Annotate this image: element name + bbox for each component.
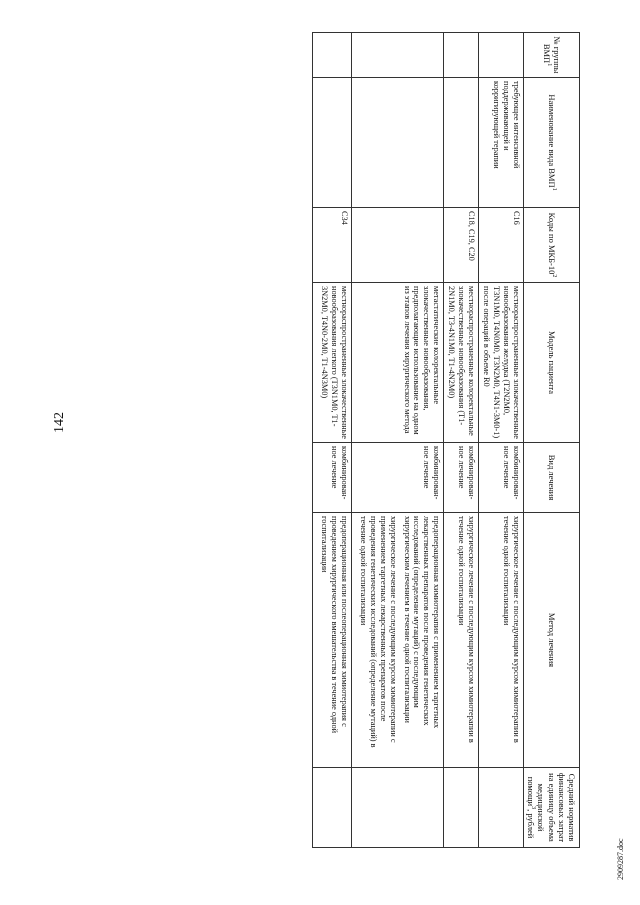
- cell-group-number: [351, 33, 444, 78]
- cell-icd-codes: C34: [312, 208, 351, 283]
- cell-cost: [479, 768, 524, 848]
- header-treatment-method: Метод лечения: [524, 513, 580, 768]
- cell-treatment-method: [444, 513, 479, 768]
- cell-group-number: [479, 33, 524, 78]
- method-text: хирургическое лечение с последующим курсом химиотерапии в течение одной госпитализации: [502, 516, 522, 743]
- cell-group-number: [312, 33, 351, 78]
- table-row: [479, 33, 524, 848]
- cell-treatment-method: [312, 513, 351, 768]
- vmp-table: [67, 32, 580, 847]
- cell-treatment-type: комбинирован-ное лечение: [351, 443, 444, 513]
- cell-treatment-type: комбинирован-ное лечение: [444, 443, 479, 513]
- header-treatment-type: Вид лечения: [524, 443, 580, 513]
- cell-treatment-method: [479, 513, 524, 768]
- cell-cost: [351, 768, 444, 848]
- cell-treatment-type: комбинирован-ное лечение: [479, 443, 524, 513]
- method-text: хирургическое лечение с последующим курсом химиотерапии с применением таргетных лекарственных препаратов после проведения генетических исследований (определение мутаций) в течение одной госпитализации: [358, 516, 398, 748]
- table-row: [312, 33, 351, 848]
- cell-vmp-name: [351, 78, 444, 208]
- header-vmp-name: Наименование вида ВМП$^1$: [524, 78, 580, 208]
- cell-treatment-method: [351, 513, 444, 768]
- cell-cost: [312, 768, 351, 848]
- method-text: предоперационная химиотерапия с применением таргетных лекарственных препаратов после проведения генетических исследований (определение мутаций) с последующим хирургическим лечением в течение одной госпитализации: [402, 516, 442, 729]
- header-cost-norm: Средний норматив финансовых затрат на единицу объема медицинской помощи$^3$, рублей: [524, 768, 580, 848]
- cell-vmp-name: требующее интенсивной поддерживающей и корригирующей терапии: [479, 78, 524, 208]
- document-code: 2909287.doc: [616, 838, 625, 880]
- cell-icd-codes: [351, 208, 444, 283]
- table-row: [444, 33, 479, 848]
- cell-treatment-type: комбинирован-ное лечение: [312, 443, 351, 513]
- cell-icd-codes: C16: [479, 208, 524, 283]
- page-number: 142: [52, 412, 67, 433]
- header-group-number: № группы ВМП$^1$: [524, 33, 580, 78]
- table-header-row: [524, 33, 580, 848]
- cell-vmp-name: [312, 78, 351, 208]
- method-text: предоперационная или послеоперационная химиотерапия с проведением хирургического вмешательства в течение одной госпитализации: [319, 516, 349, 734]
- cell-patient-model: местнораспространенные злокачественные новообразования легкого (T3N1M0, T1-3N2M0, T4N0-2M0, T1-4N3M0): [312, 283, 351, 443]
- cell-icd-codes: C18, C19, C20: [444, 208, 479, 283]
- cell-patient-model: местнораспространенные злокачественные новообразования желудка (T2N2M0, T3N1M0, T4N0M0, T3N2M0, T4N1-3M0-1) после операций в объеме R0: [479, 283, 524, 443]
- cell-cost: [444, 768, 479, 848]
- header-patient-model: Модель пациента: [524, 283, 580, 443]
- cell-group-number: [444, 33, 479, 78]
- cell-patient-model: местнораспространенные колоректальные злокачественные новообразования (T1-2N1M0, T3-4N1M0, T1-4N2M0): [444, 283, 479, 443]
- cell-vmp-name: [444, 78, 479, 208]
- table-row: [351, 33, 444, 848]
- method-text: хирургическое лечение с последующим курсом химиотерапии в течение одной госпитализации: [457, 516, 477, 743]
- cell-patient-model: метастатические колоректальные злокачественные новообразования, предполагающие использование на одном из этапов лечения хирургического метода: [351, 283, 444, 443]
- header-icd-codes: Коды по МКБ-$10^2$: [524, 208, 580, 283]
